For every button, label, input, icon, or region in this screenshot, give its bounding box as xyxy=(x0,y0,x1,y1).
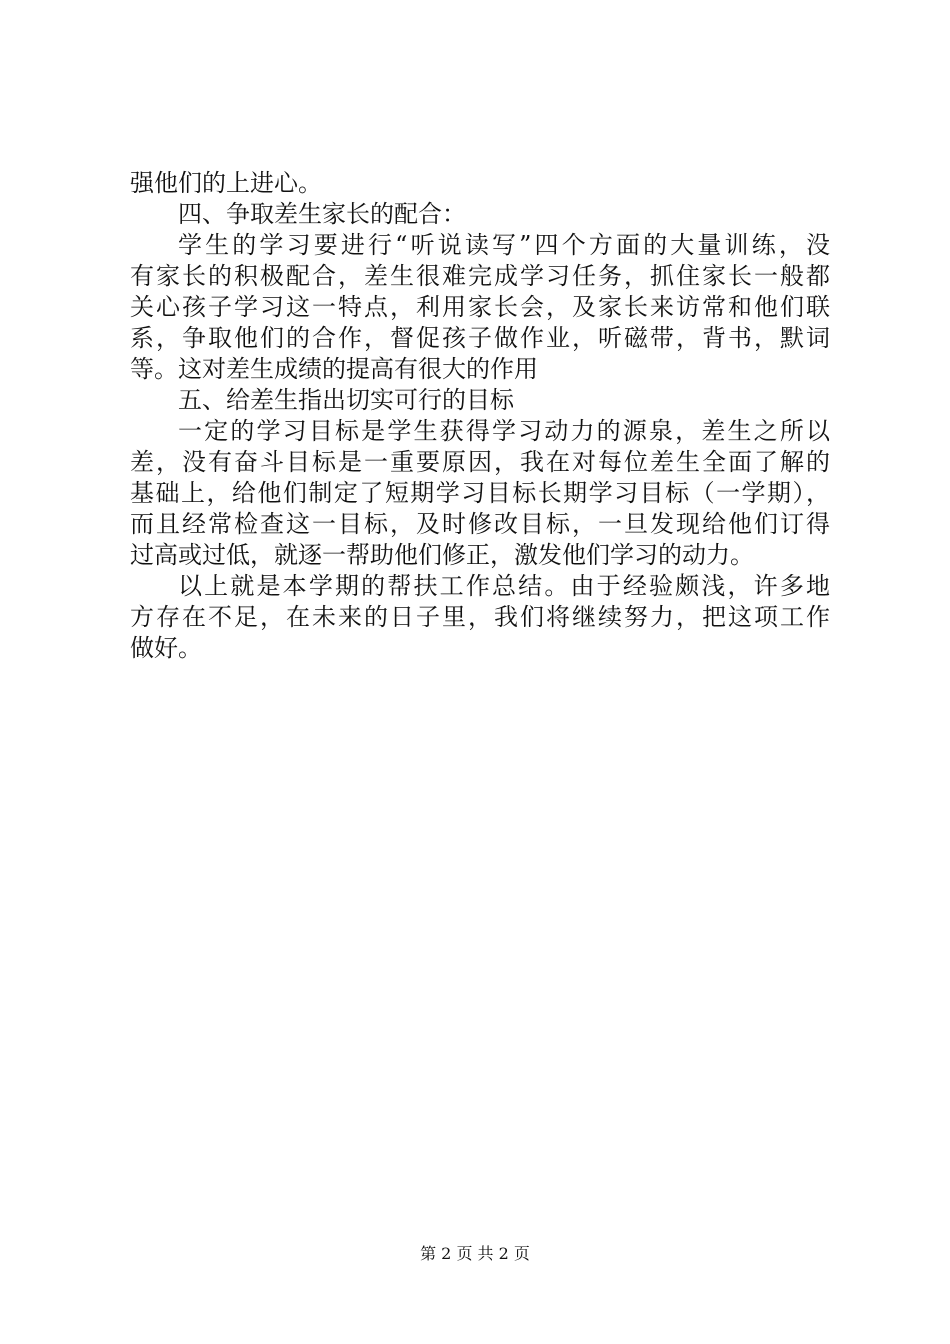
page-number-footer: 第 2 页 共 2 页 xyxy=(420,1244,530,1263)
text-line: 方存在不足，在未来的日子里，我们将继续努力，把这项工作 xyxy=(130,603,830,631)
text-line: 以上就是本学期的帮扶工作总结。由于经验颇浅，许多地 xyxy=(178,572,830,600)
text-line: 学生的学习要进行“听说读写”四个方面的大量训练，没 xyxy=(178,231,830,259)
paragraph-goals xyxy=(130,416,830,571)
text-line: 系，争取他们的合作，督促孩子做作业，听磁带，背书，默词 xyxy=(130,324,830,352)
text-line: 五、给差生指出切实可行的目标 xyxy=(178,386,514,414)
section-heading-4 xyxy=(130,199,830,230)
paragraph-continuation xyxy=(130,168,830,199)
document-body xyxy=(130,168,830,664)
text-line: 做好。 xyxy=(130,634,202,662)
paragraph-parents xyxy=(130,230,830,385)
paragraph-summary xyxy=(130,571,830,664)
text-line: 过高或过低，就逐一帮助他们修正，激发他们学习的动力。 xyxy=(130,541,754,569)
text-line: 差，没有奋斗目标是一重要原因，我在对每位差生全面了解的 xyxy=(130,448,830,476)
text-line: 一定的学习目标是学生获得学习动力的源泉，差生之所以 xyxy=(178,417,830,445)
section-heading-5 xyxy=(130,385,830,416)
text-line: 关心孩子学习这一特点，利用家长会，及家长来访常和他们联 xyxy=(130,293,830,321)
text-line: 基础上，给他们制定了短期学习目标长期学习目标（一学期）， xyxy=(130,479,830,507)
text-line: 等。这对差生成绩的提高有很大的作用 xyxy=(130,355,538,383)
text-line: 强他们的上进心。 xyxy=(130,169,322,197)
text-line: 有家长的积极配合，差生很难完成学习任务，抓住家长一般都 xyxy=(130,262,830,290)
text-line: 四、争取差生家长的配合： xyxy=(178,200,466,228)
text-line: 而且经常检查这一目标，及时修改目标，一旦发现给他们订得 xyxy=(130,510,830,538)
